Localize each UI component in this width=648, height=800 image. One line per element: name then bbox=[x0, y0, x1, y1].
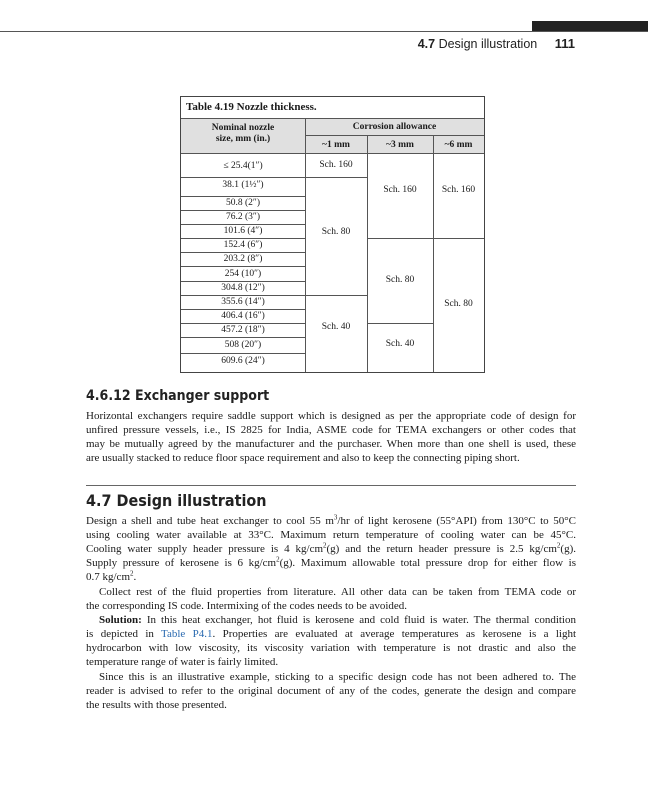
section-divider bbox=[86, 485, 576, 486]
text-fragment: (g). bbox=[560, 543, 576, 556]
table-rule bbox=[433, 135, 434, 372]
nozzle-thickness-table bbox=[180, 96, 485, 373]
table-rule bbox=[181, 238, 305, 239]
schedule-cell: Sch. 80 bbox=[321, 227, 351, 237]
table-rule bbox=[181, 252, 305, 253]
table-rule bbox=[305, 177, 367, 178]
schedule-cell: Sch. 80 bbox=[385, 275, 415, 285]
running-header bbox=[300, 36, 575, 51]
text-fragment: . bbox=[133, 571, 137, 584]
header-nominal-size-line2: size, mm (in.) bbox=[215, 134, 271, 144]
header-rule bbox=[0, 31, 648, 32]
table-p4-1-link[interactable]: Table P4.1 bbox=[161, 628, 213, 641]
table-rule bbox=[367, 238, 433, 239]
paragraph-solution bbox=[86, 613, 576, 669]
paragraph-fluid-properties bbox=[86, 585, 576, 613]
schedule-cell: Sch. 80 bbox=[444, 299, 473, 309]
nozzle-size: 152.4 (6″) bbox=[223, 240, 263, 250]
text-line: using cooling water available at 33°C. Maximum return temperature of cooling water can be 45°C. bbox=[86, 529, 576, 542]
superscript: 2 bbox=[130, 570, 134, 578]
section-heading-design-illustration: 4.7 Design illustration bbox=[86, 491, 267, 510]
header-nominal-size-line1: Nominal nozzle bbox=[211, 123, 275, 133]
header-section-title: Design illustration bbox=[438, 37, 538, 51]
nozzle-size: 609.6 (24″) bbox=[221, 356, 265, 366]
text-line: Horizontal exchangers require saddle support which is designed as per the appropriate code of design for bbox=[86, 410, 576, 422]
text-fragment: Cooling water supply header pressure is 4 kg/cm bbox=[86, 543, 324, 556]
header-1mm: ~1 mm bbox=[322, 140, 350, 150]
text-fragment: (g) and the return header pressure is 2.5 kg/cm bbox=[326, 543, 557, 556]
text-line: Since this is an illustrative example, sticking to a specific design code has not been adhered to. The bbox=[99, 671, 576, 683]
text-fragment: Design a shell and tube heat exchanger to cool 55 m bbox=[86, 515, 334, 527]
table-rule bbox=[367, 135, 368, 372]
schedule-cell: Sch. 40 bbox=[385, 339, 415, 349]
nozzle-size: 38.1 (1½″) bbox=[222, 180, 264, 190]
table-rule bbox=[181, 266, 305, 267]
table-rule bbox=[181, 118, 484, 119]
solution-label: Solution: bbox=[99, 614, 142, 626]
nozzle-size: 508 (20″) bbox=[224, 340, 262, 350]
header-6mm: ~6 mm bbox=[444, 140, 473, 150]
text-line: unfired pressure vessels, i.e., IS 2825 for India, ASME code for TEMA exchangers or other codes that bbox=[86, 424, 576, 437]
text-line bbox=[86, 556, 576, 570]
text-fragment: In this heat exchanger, hot fluid is kerosene and cold fluid is water. The thermal condition bbox=[141, 614, 576, 626]
paragraph-problem-statement bbox=[86, 514, 576, 584]
text-line: the results with those presented. bbox=[86, 699, 227, 712]
table-rule bbox=[181, 281, 305, 282]
schedule-cell: Sch. 160 bbox=[383, 185, 417, 195]
table-rule bbox=[305, 135, 484, 136]
nozzle-size: 457.2 (18″) bbox=[221, 325, 265, 335]
text-line bbox=[86, 627, 576, 641]
nozzle-size: 101.6 (4″) bbox=[223, 226, 263, 236]
header-3mm: ~3 mm bbox=[386, 140, 414, 150]
table-caption: Table 4.19 Nozzle thickness. bbox=[186, 101, 317, 113]
table-rule bbox=[181, 196, 305, 197]
text-line bbox=[86, 514, 576, 528]
superscript: 3 bbox=[333, 514, 338, 522]
text-line: reader is advised to refer to the original document of any of the codes, generate the design and compare bbox=[86, 685, 576, 698]
schedule-cell: Sch. 160 bbox=[319, 160, 353, 170]
table-rule bbox=[305, 118, 306, 372]
nozzle-size: 50.8 (2″) bbox=[225, 198, 261, 208]
text-line bbox=[86, 613, 576, 627]
table-rule bbox=[433, 238, 484, 239]
table-rule bbox=[305, 295, 367, 296]
table-rule bbox=[181, 309, 305, 310]
table-rule bbox=[367, 323, 433, 324]
superscript: 2 bbox=[556, 542, 561, 550]
text-line: the corresponding IS code. Intermixing of the codes needs to be avoided. bbox=[86, 600, 408, 613]
table-rule bbox=[181, 337, 305, 338]
text-line: temperature range of water is fairly limited. bbox=[86, 656, 279, 669]
table-rule bbox=[181, 295, 305, 296]
table-rule bbox=[181, 210, 305, 211]
nozzle-size: 76.2 (3″) bbox=[225, 212, 261, 222]
table-rule bbox=[181, 224, 305, 225]
nozzle-size: 406.4 (16″) bbox=[221, 311, 265, 321]
schedule-cell: Sch. 160 bbox=[441, 185, 476, 195]
page-number: 111 bbox=[554, 36, 575, 51]
table-rule bbox=[181, 177, 305, 178]
header-corrosion-allowance: Corrosion allowance bbox=[352, 122, 437, 132]
header-section-number: 4.7 bbox=[417, 37, 436, 51]
table-rule bbox=[181, 153, 484, 154]
text-fragment: /hr of light kerosene (55°API) from 130°C to 50°C bbox=[337, 515, 576, 527]
section-heading-exchanger-support: 4.6.12 Exchanger support bbox=[86, 388, 270, 404]
text-line: hydrocarbon with low viscosity, its viscosity variation with temperature is not drastic and also the bbox=[86, 642, 576, 655]
nozzle-size: ≤ 25.4(1″) bbox=[223, 161, 263, 171]
table-rule bbox=[181, 323, 305, 324]
nozzle-size: 355.6 (14″) bbox=[221, 297, 265, 307]
text-fragment: is depicted in bbox=[86, 628, 162, 641]
text-line: Collect rest of the fluid properties from literature. All other data can be taken from TEMA code or bbox=[99, 586, 576, 598]
nozzle-size: 203.2 (8″) bbox=[223, 254, 263, 264]
text-line: are usually stacked to reduce floor space requirement and also to keep the connecting piping short. bbox=[86, 452, 520, 465]
text-fragment: (g). Maximum allowable total pressure drop for either flow is bbox=[279, 557, 576, 570]
paragraph-exchanger-support bbox=[86, 409, 576, 465]
text-line bbox=[86, 570, 576, 584]
text-fragment: Supply pressure of kerosene is 6 kg/cm bbox=[86, 557, 277, 570]
schedule-cell: Sch. 40 bbox=[321, 322, 351, 332]
table-rule bbox=[181, 353, 305, 354]
superscript: 2 bbox=[276, 556, 280, 564]
nozzle-size: 254 (10″) bbox=[224, 269, 262, 279]
text-fragment: 0.7 kg/cm bbox=[86, 571, 130, 584]
superscript: 2 bbox=[323, 542, 327, 550]
nozzle-size: 304.8 (12″) bbox=[221, 283, 265, 293]
text-line: may be mutually agreed by the manufacturer and the purchaser. When more than one shell is used, these bbox=[86, 438, 576, 451]
text-line bbox=[86, 542, 576, 556]
paragraph-illustrative-note bbox=[86, 670, 576, 712]
text-fragment: . Properties are evaluated at average temperatures as kerosene is a light bbox=[212, 628, 576, 641]
